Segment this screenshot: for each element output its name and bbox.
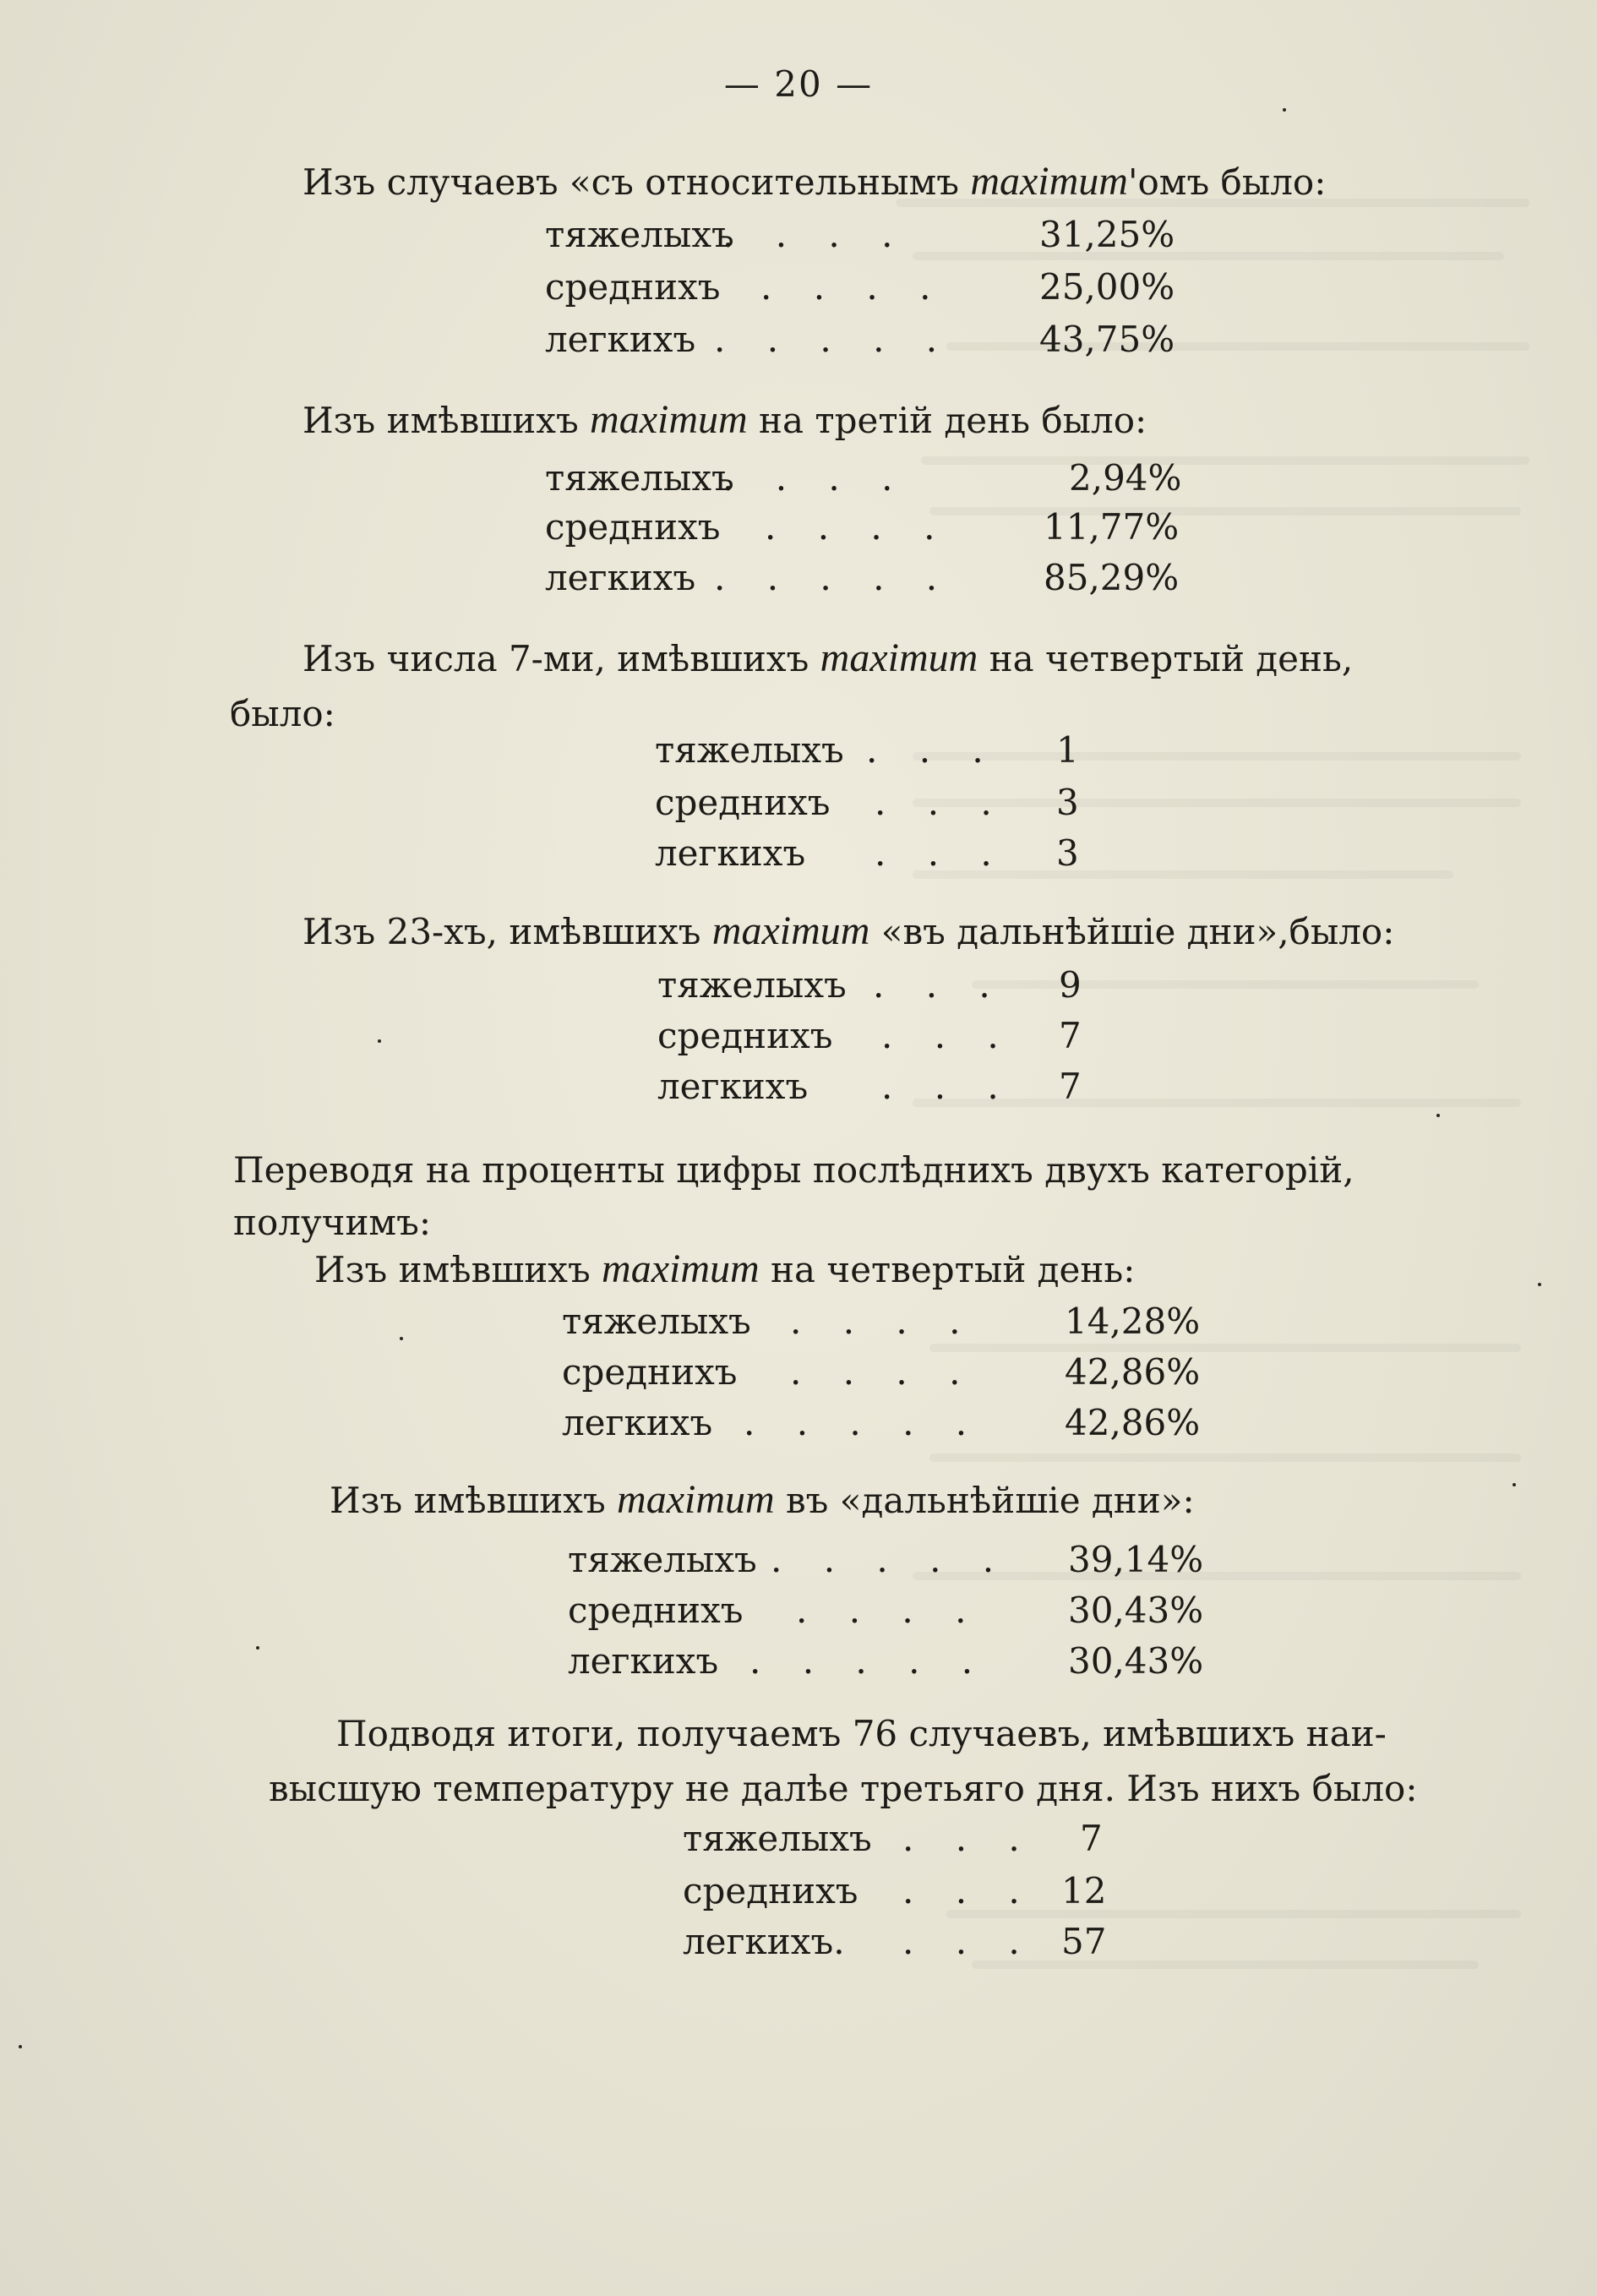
text-run: на четвертый день, xyxy=(978,638,1354,679)
table-row xyxy=(657,1014,1164,1061)
row-label: тяжелыхъ xyxy=(545,457,734,499)
row-value: 31,25% xyxy=(1039,214,1175,255)
italic-term: maximum xyxy=(820,635,978,680)
row-value: 9 xyxy=(1059,964,1082,1006)
text-run: Изъ числа 7-ми, имѣвшихъ xyxy=(303,638,820,679)
leader-dots: . . . . . xyxy=(714,557,953,598)
row-value: 14,28% xyxy=(1065,1301,1201,1342)
text-run: на третій день было: xyxy=(747,400,1147,441)
text-run: на четвертый день: xyxy=(759,1249,1136,1290)
table-row xyxy=(655,832,1162,879)
text-run: въ «дальнѣйшіе дни»: xyxy=(774,1480,1195,1521)
row-value: 25,00% xyxy=(1039,266,1175,308)
row-value: 39,14% xyxy=(1068,1539,1204,1580)
row-value: 30,43% xyxy=(1068,1640,1204,1682)
italic-term: maximum xyxy=(711,908,870,953)
row-label: среднихъ xyxy=(545,506,721,548)
paragraph-summary xyxy=(336,1711,1387,1757)
row-label: среднихъ xyxy=(562,1351,738,1393)
italic-term: maximum xyxy=(602,1246,760,1291)
table-row xyxy=(545,213,1187,260)
row-value: 11,77% xyxy=(1044,506,1180,548)
text-run: Подводя итоги, получаемъ 76 случаевъ, имѣвшихъ наи- xyxy=(336,1713,1387,1754)
table-row xyxy=(655,781,1162,828)
leader-dots: . . . xyxy=(866,729,999,771)
row-value: 3 xyxy=(1056,782,1079,823)
row-label: среднихъ xyxy=(545,266,721,308)
table-row xyxy=(568,1538,1218,1585)
row-value: 2,94% xyxy=(1069,457,1182,499)
text-run: было: xyxy=(230,693,335,734)
leader-dots: . . . . . xyxy=(744,1402,983,1443)
row-value: 1 xyxy=(1056,729,1079,771)
row-value: 85,29% xyxy=(1044,557,1180,598)
dust-speck xyxy=(1538,1283,1541,1286)
text-run: 'омъ было: xyxy=(1127,161,1327,203)
dust-speck xyxy=(378,1039,381,1043)
text-run: Изъ имѣвшихъ xyxy=(314,1249,602,1290)
paragraph-continuation xyxy=(230,691,335,737)
paragraph-fourth-day xyxy=(303,635,1353,682)
row-label: легкихъ xyxy=(568,1640,719,1682)
text-run: Изъ имѣвшихъ xyxy=(330,1480,618,1521)
row-value: 7 xyxy=(1059,1066,1082,1107)
page-number: — 20 — xyxy=(723,63,874,105)
row-value: 3 xyxy=(1056,832,1079,874)
table-row xyxy=(545,265,1187,313)
table-row xyxy=(655,728,1162,776)
leader-dots: . . . xyxy=(873,964,1006,1006)
table-row xyxy=(683,1920,1190,1967)
leader-dots: . . . . . xyxy=(714,319,953,360)
table-row xyxy=(657,963,1164,1011)
paragraph-third-day xyxy=(303,397,1147,444)
row-value: 7 xyxy=(1080,1818,1103,1859)
row-label: среднихъ xyxy=(568,1590,744,1631)
row-label: легкихъ xyxy=(545,557,696,598)
table-row xyxy=(568,1589,1218,1636)
text-run: Изъ случаевъ «съ относительнымъ xyxy=(303,161,971,203)
row-label: легкихъ. xyxy=(683,1921,845,1962)
dust-speck xyxy=(256,1646,259,1650)
table-row xyxy=(545,318,1187,365)
row-label: тяжелыхъ xyxy=(545,214,734,255)
text-run: Переводя на проценты цифры послѣднихъ двухъ категорій, xyxy=(233,1149,1354,1191)
dust-speck xyxy=(1283,108,1286,112)
dust-speck xyxy=(1513,1483,1516,1486)
text-run: Изъ имѣвшихъ xyxy=(303,400,591,441)
row-label: легкихъ xyxy=(562,1402,713,1443)
leader-dots: . . . . xyxy=(790,1301,976,1342)
text-run: высшую температуру не далѣе третьяго дня. Изъ нихъ было: xyxy=(269,1768,1418,1809)
italic-term: maximum xyxy=(970,159,1128,204)
row-value: 43,75% xyxy=(1039,319,1175,360)
dust-speck xyxy=(19,2045,22,2048)
dust-speck xyxy=(400,1337,403,1340)
paragraph-percent-conversion xyxy=(233,1148,1354,1193)
table-row xyxy=(562,1401,1213,1448)
row-label: среднихъ xyxy=(657,1015,833,1056)
paragraph-continuation xyxy=(269,1766,1417,1812)
row-label: легкихъ xyxy=(655,832,806,874)
paragraph-later-days xyxy=(303,908,1394,955)
row-value: 42,86% xyxy=(1065,1402,1201,1443)
paragraph-continuation xyxy=(233,1200,431,1246)
leader-dots: . . . . xyxy=(760,266,946,308)
italic-term: maximum xyxy=(590,397,748,442)
table-row xyxy=(562,1300,1213,1347)
leader-dots: . . . . xyxy=(796,1590,982,1631)
row-value: 7 xyxy=(1059,1015,1082,1056)
leader-dots: . . . xyxy=(881,1015,1014,1056)
leader-dots: . . . xyxy=(881,1066,1014,1107)
table-row xyxy=(568,1639,1218,1687)
table-row xyxy=(657,1065,1164,1112)
row-label: тяжелыхъ xyxy=(562,1301,751,1342)
paragraph-relative-maximum xyxy=(303,159,1326,205)
leader-dots: . . . xyxy=(902,1818,1035,1859)
leader-dots: . . . xyxy=(902,1870,1035,1912)
paragraph-fourth-day-percent xyxy=(314,1246,1135,1293)
text-run: получимъ: xyxy=(233,1202,431,1243)
leader-dots: . . . . xyxy=(722,214,908,255)
leader-dots: . . . . xyxy=(722,457,908,499)
row-label: тяжелыхъ xyxy=(657,964,847,1006)
row-label: тяжелыхъ xyxy=(683,1818,872,1859)
row-label: тяжелыхъ xyxy=(568,1539,757,1580)
table-row xyxy=(683,1817,1190,1864)
italic-term: maximum xyxy=(617,1477,775,1522)
row-label: среднихъ xyxy=(683,1870,858,1912)
text-run: Изъ 23-хъ, имѣвшихъ xyxy=(303,911,712,952)
row-value: 12 xyxy=(1061,1870,1107,1912)
table-row xyxy=(545,456,1187,504)
leader-dots: . . . . xyxy=(765,506,951,548)
row-value: 30,43% xyxy=(1068,1590,1204,1631)
leader-dots: . . . . . xyxy=(749,1640,989,1682)
table-row xyxy=(545,556,1187,603)
row-label: легкихъ xyxy=(545,319,696,360)
paragraph-later-days-percent xyxy=(330,1477,1195,1524)
leader-dots: . . . xyxy=(875,782,1007,823)
row-value: 42,86% xyxy=(1065,1351,1201,1393)
leader-dots: . . . xyxy=(902,1921,1035,1962)
leader-dots: . . . . . xyxy=(771,1539,1010,1580)
row-label: среднихъ xyxy=(655,782,831,823)
row-value: 57 xyxy=(1061,1921,1107,1962)
table-row xyxy=(562,1350,1213,1398)
dust-speck xyxy=(1436,1114,1440,1117)
leader-dots: . . . xyxy=(875,832,1007,874)
table-row xyxy=(683,1869,1190,1917)
text-run: «въ дальнѣйшіе дни»,было: xyxy=(869,911,1395,952)
show-through-line xyxy=(929,1453,1521,1462)
row-label: легкихъ xyxy=(657,1066,809,1107)
leader-dots: . . . . xyxy=(790,1351,976,1393)
table-row xyxy=(545,505,1187,553)
row-label: тяжелыхъ xyxy=(655,729,844,771)
